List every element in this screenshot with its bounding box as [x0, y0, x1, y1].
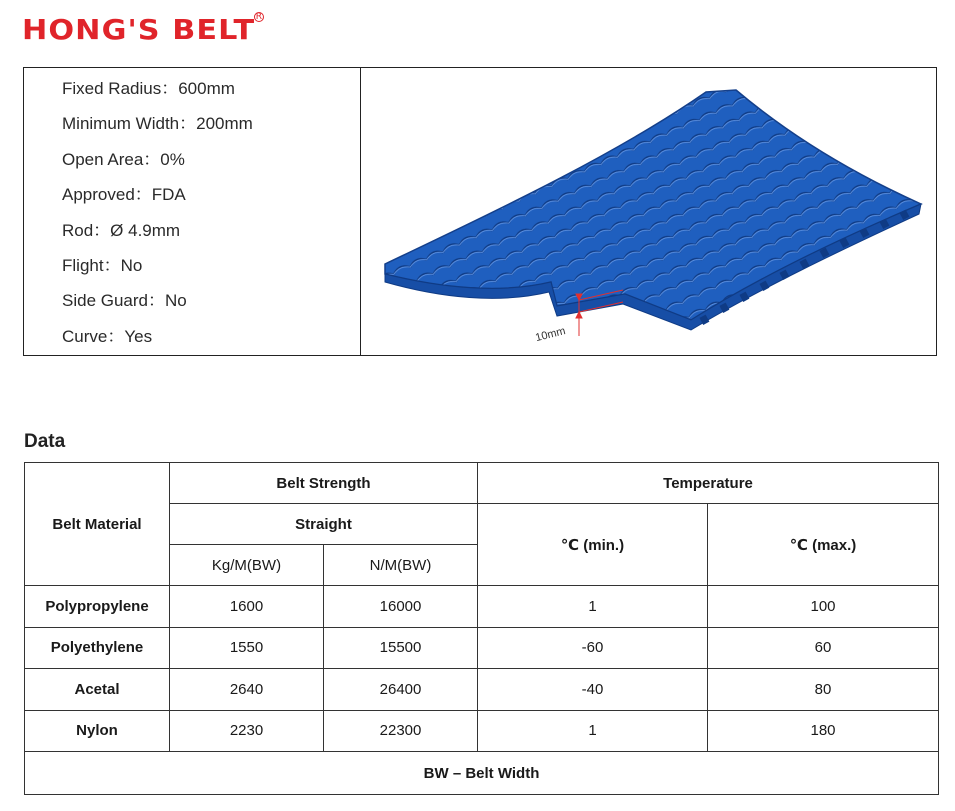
cell-temp-min: -40	[478, 669, 708, 711]
table-row	[25, 710, 939, 752]
cell-n: 22300	[324, 710, 478, 752]
spec-approved: Approved：FDA	[62, 185, 186, 205]
cell-temp-max: 100	[708, 586, 939, 628]
cell-material: Acetal	[25, 669, 170, 711]
table-footnote-row	[25, 752, 939, 795]
cell-kg: 2640	[170, 669, 324, 711]
cell-material: Nylon	[25, 710, 170, 752]
brand-logo	[22, 10, 264, 50]
cell-kg: 1550	[170, 627, 324, 669]
spec-curve: Curve：Yes	[62, 326, 153, 346]
cell-n: 15500	[324, 627, 478, 669]
header-temperature: Temperature	[478, 463, 939, 504]
cell-temp-min: 1	[478, 586, 708, 628]
dimension-label: 10mm	[534, 325, 567, 345]
cell-kg: 1600	[170, 586, 324, 628]
footnote-bw: BW – Belt Width	[25, 752, 939, 795]
spec-rod: Rod：Ø 4.9mm	[62, 220, 181, 240]
belt-data-table	[24, 462, 939, 795]
cell-temp-min: 1	[478, 710, 708, 752]
cell-temp-max: 80	[708, 669, 939, 711]
spec-minimum-width: Minimum Width：200mm	[62, 114, 253, 134]
data-section-title: Data	[24, 431, 66, 452]
cell-material: Polyethylene	[25, 627, 170, 669]
spec-list	[24, 68, 361, 355]
registered-mark-icon: R	[255, 12, 263, 22]
header-temp-max: ℃ (max.)	[708, 504, 939, 586]
table-header-row	[25, 463, 939, 504]
header-belt-material: Belt Material	[25, 463, 170, 586]
cell-material: Polypropylene	[25, 586, 170, 628]
spec-side-guard: Side Guard：No	[62, 291, 187, 311]
header-n-unit: N/M(BW)	[324, 545, 478, 586]
spec-open-area: Open Area：0%	[62, 149, 185, 169]
table-row	[25, 669, 939, 711]
curved-belt-illustration	[361, 68, 936, 355]
header-temp-min: ℃ (min.)	[478, 504, 708, 586]
spec-panel	[23, 67, 937, 356]
cell-temp-max: 180	[708, 710, 939, 752]
cell-n: 26400	[324, 669, 478, 711]
header-straight: Straight	[170, 504, 478, 545]
belt-product-image	[361, 68, 936, 355]
cell-temp-max: 60	[708, 627, 939, 669]
spec-fixed-radius: Fixed Radius：600mm	[62, 79, 235, 98]
table-row	[25, 586, 939, 628]
header-kg-unit: Kg/M(BW)	[170, 545, 324, 586]
logo-text: HONG'S BELT	[22, 13, 256, 46]
spec-flight: Flight：No	[62, 255, 143, 275]
cell-temp-min: -60	[478, 627, 708, 669]
header-belt-strength: Belt Strength	[170, 463, 478, 504]
cell-n: 16000	[324, 586, 478, 628]
cell-kg: 2230	[170, 710, 324, 752]
table-row	[25, 627, 939, 669]
